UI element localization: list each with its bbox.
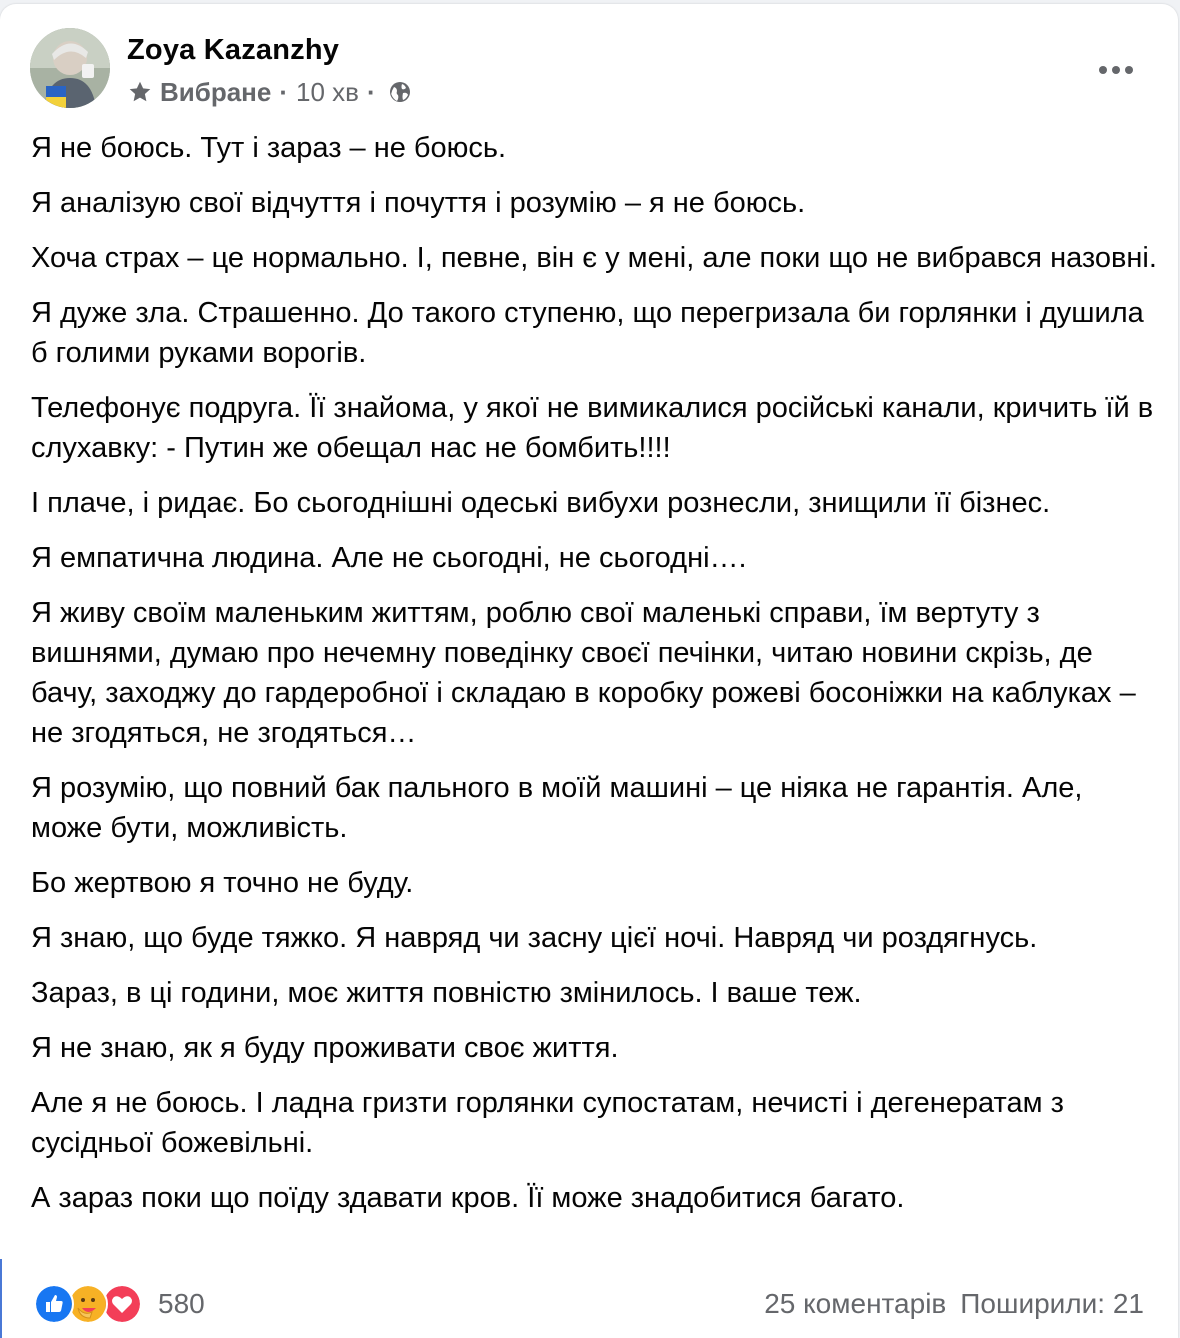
post-paragraph: Я не знаю, як я буду проживати своє життя. <box>31 1032 619 1064</box>
focus-indicator <box>0 1259 2 1338</box>
care-reaction-icon <box>68 1284 108 1324</box>
reaction-count[interactable]: 580 <box>158 1288 205 1319</box>
author-avatar[interactable] <box>30 28 110 108</box>
post-paragraph: Я емпатична людина. Але не сьогодні, не сьогодні…. <box>31 542 747 574</box>
more-options-button[interactable] <box>1094 50 1138 90</box>
more-options-icon <box>1112 66 1120 74</box>
post-paragraph: Я не боюсь. Тут і зараз – не боюсь. <box>31 132 507 164</box>
comments-count-link[interactable]: 25 коментарів <box>764 1288 947 1319</box>
post-paragraph: А зараз поки що поїду здавати кров. Її може знадобитися багато. <box>31 1182 905 1214</box>
engagement-stats <box>764 1288 1144 1320</box>
post-paragraph: Хоча страх – це нормально. І, певне, він є у мені, але поки що не вибрався назовні. <box>31 242 1157 274</box>
post-meta <box>127 76 412 108</box>
post-paragraph: Бо жертвою я точно не буду. <box>31 867 414 899</box>
shares-count-link[interactable]: Поширили: 21 <box>960 1288 1144 1319</box>
post-paragraph: І плаче, і ридає. Бо сьогоднішні одеські вибухи рознесли, знищили її бізнес. <box>31 487 1051 519</box>
post-paragraph: Я знаю, що буде тяжко. Я навряд чи засну цієї ночі. Навряд чи роздягнусь. <box>31 922 1038 954</box>
like-reaction-icon <box>34 1284 74 1324</box>
meta-separator: · <box>279 76 288 107</box>
post-paragraph: Телефонує подруга. Її знайома, у якої не вимикалися російські канали, кричить їй в слухавку: - Путин же обещал нас не бомбить!!!! <box>31 392 1154 464</box>
post-card <box>0 4 1178 1338</box>
love-reaction-icon <box>102 1284 142 1324</box>
globe-icon[interactable] <box>388 80 412 104</box>
post-text <box>31 128 1161 1233</box>
meta-separator-2: · <box>366 76 376 107</box>
post-footer <box>0 1274 1178 1334</box>
avatar-photo <box>30 28 110 108</box>
post-paragraph: Я дуже зла. Страшенно. До такого ступеню, що перегризала би горлянки і душила б голими руками ворогів. <box>31 297 1144 369</box>
post-time[interactable]: 10 хв <box>296 76 359 107</box>
author-name[interactable]: Zoya Kazanzhy <box>127 34 340 66</box>
post-paragraph: Але я не боюсь. І ладна гризти горлянки супостатам, нечисті і дегенератам з сусідньої божевільні. <box>31 1087 1064 1159</box>
more-options-icon <box>1125 66 1133 74</box>
reactions-summary[interactable] <box>34 1284 205 1324</box>
post-paragraph: Зараз, в ці години, моє життя повністю змінилось. І ваше теж. <box>31 977 862 1009</box>
post-paragraph: Я розумію, що повний бак пального в моїй машині – це ніяка не гарантія. Але, може бути, можливість. <box>31 772 1083 844</box>
audience-label[interactable]: Вибране <box>160 76 272 107</box>
post-paragraph: Я живу своїм маленьким життям, роблю свої маленькі справи, їм вертуту з вишнями, думаю про нечемну поведінку своєї печінки, читаю новини скрізь, де бачу, заходжу до гардеробної і складаю в коробку рожеві босоніжки на каблуках – не згодяться, не згодяться… <box>31 597 1136 749</box>
post-paragraph: Я аналізую свої відчуття і почуття і розумію – я не боюсь. <box>31 187 806 219</box>
more-options-icon <box>1099 66 1107 74</box>
star-icon <box>127 79 153 105</box>
post-header <box>0 4 1178 114</box>
